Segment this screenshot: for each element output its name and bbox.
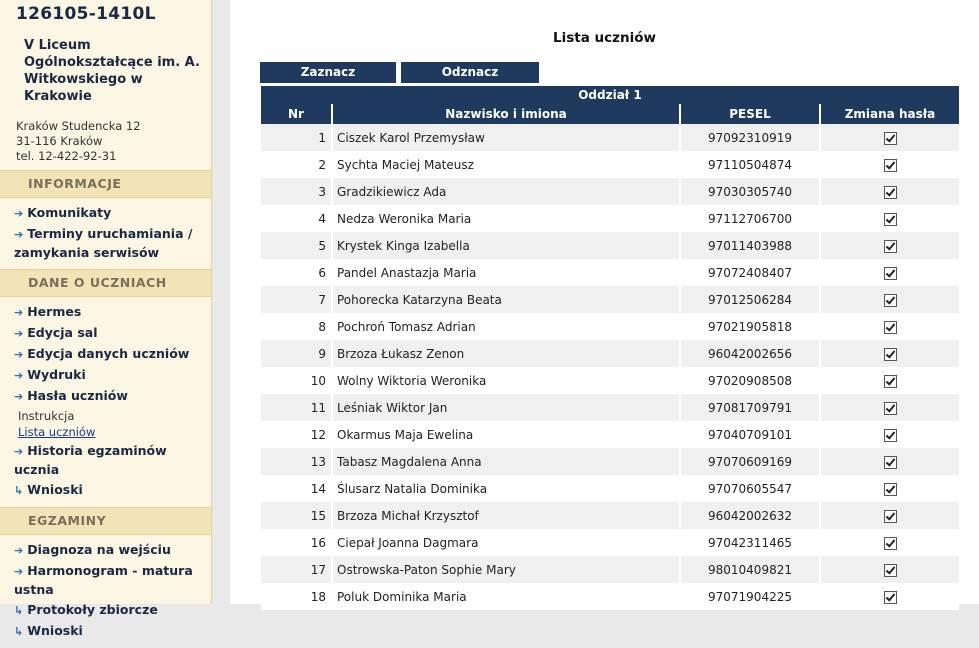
- password-change-checkbox[interactable]: [884, 132, 897, 145]
- sidebar: [0, 0, 212, 638]
- cell-pesel: 97020908508: [679, 367, 819, 394]
- section-header-egzaminy: EGZAMINY: [0, 507, 211, 535]
- cell-nr: 14: [261, 475, 331, 502]
- nav-hermes[interactable]: [14, 303, 211, 322]
- cell-pesel: 96042002656: [679, 340, 819, 367]
- main-content: [230, 0, 979, 604]
- password-change-checkbox[interactable]: [884, 213, 897, 226]
- password-change-checkbox[interactable]: [884, 510, 897, 523]
- arrow-right-icon: ➔: [14, 348, 24, 361]
- cell-nr: 2: [261, 151, 331, 178]
- school-name-line: V Liceum: [24, 38, 91, 53]
- cell-nr: 4: [261, 205, 331, 232]
- cell-name: Ślusarz Natalia Dominika: [331, 475, 679, 502]
- cell-nr: 10: [261, 367, 331, 394]
- cell-nr: 7: [261, 286, 331, 313]
- nav-edycja-danych[interactable]: [14, 345, 211, 364]
- table-row: [261, 124, 959, 151]
- table-row: [261, 313, 959, 340]
- cell-pesel: 97092310919: [679, 124, 819, 151]
- password-change-checkbox[interactable]: [884, 456, 897, 469]
- cell-pesel: 97110504874: [679, 151, 819, 178]
- cell-nr: 5: [261, 232, 331, 259]
- nav-wnioski-egz[interactable]: [14, 622, 211, 641]
- cell-name: Brzoza Łukasz Zenon: [331, 340, 679, 367]
- cell-pesel: 97070609169: [679, 448, 819, 475]
- students-table: [261, 86, 959, 610]
- cell-name: Pohorecka Katarzyna Beata: [331, 286, 679, 313]
- cell-name: Poluk Dominika Maria: [331, 583, 679, 610]
- cell-password-change: [819, 583, 959, 610]
- nav-label: Hasła uczniów: [27, 388, 128, 403]
- cell-pesel: 97042311465: [679, 529, 819, 556]
- nav-lista-uczniow[interactable]: Lista uczniów: [18, 425, 96, 439]
- arrow-right-icon: ➔: [14, 369, 24, 382]
- nav-wnioski[interactable]: [14, 481, 211, 500]
- page-title: Lista uczniów: [553, 30, 656, 46]
- password-change-checkbox[interactable]: [884, 564, 897, 577]
- cell-pesel: 97070605547: [679, 475, 819, 502]
- password-change-checkbox[interactable]: [884, 483, 897, 496]
- cell-password-change: [819, 286, 959, 313]
- arrow-right-icon: ➔: [14, 327, 24, 340]
- nav-label: Protokoły zbiorcze: [27, 602, 158, 617]
- password-change-checkbox[interactable]: [884, 402, 897, 415]
- arrow-right-icon: ➔: [14, 565, 24, 578]
- cell-nr: 18: [261, 583, 331, 610]
- nav-label: Harmonogram - matura ustna: [14, 563, 193, 597]
- nav-terminy[interactable]: [14, 225, 211, 262]
- arrow-return-icon: ↳: [14, 604, 24, 617]
- cell-nr: 9: [261, 340, 331, 367]
- password-change-checkbox[interactable]: [884, 429, 897, 442]
- group-label: Oddział 1: [261, 86, 959, 104]
- arrow-return-icon: ↳: [14, 625, 24, 638]
- nav-label: Wnioski: [27, 482, 83, 497]
- nav-label: Wydruki: [27, 367, 86, 382]
- nav-label: Wnioski: [27, 623, 83, 638]
- cell-pesel: 97012506284: [679, 286, 819, 313]
- table-row: [261, 232, 959, 259]
- school-name-line: Witkowskiego w Krakowie: [24, 72, 143, 104]
- password-change-checkbox[interactable]: [884, 591, 897, 604]
- arrow-right-icon: ➔: [14, 544, 24, 557]
- password-change-checkbox[interactable]: [884, 159, 897, 172]
- nav-wydruki[interactable]: [14, 366, 211, 385]
- cell-password-change: [819, 232, 959, 259]
- nav-label: Hermes: [27, 304, 82, 319]
- address-line: Kraków Studencka 12: [16, 119, 141, 133]
- cell-password-change: [819, 502, 959, 529]
- col-pesel: PESEL: [679, 104, 819, 124]
- cell-nr: 12: [261, 421, 331, 448]
- cell-nr: 3: [261, 178, 331, 205]
- cell-name: Pochroń Tomasz Adrian: [331, 313, 679, 340]
- table-row: [261, 475, 959, 502]
- select-all-button[interactable]: Zaznacz: [260, 62, 396, 83]
- table-row: [261, 394, 959, 421]
- cell-pesel: 96042002632: [679, 502, 819, 529]
- cell-pesel: 97021905818: [679, 313, 819, 340]
- password-change-checkbox[interactable]: [884, 348, 897, 361]
- col-password-change: Zmiana hasła: [819, 104, 959, 124]
- cell-name: Nedza Weronika Maria: [331, 205, 679, 232]
- arrow-right-icon: ➔: [14, 228, 24, 241]
- nav-harmonogram[interactable]: [14, 562, 211, 599]
- cell-pesel: 98010409821: [679, 556, 819, 583]
- table-row: [261, 367, 959, 394]
- cell-name: Ostrowska-Paton Sophie Mary: [331, 556, 679, 583]
- cell-name: Gradzikiewicz Ada: [331, 178, 679, 205]
- cell-password-change: [819, 313, 959, 340]
- table-row: [261, 421, 959, 448]
- nav-protokoly[interactable]: [14, 601, 211, 620]
- cell-nr: 1: [261, 124, 331, 151]
- table-row: [261, 583, 959, 610]
- cell-nr: 17: [261, 556, 331, 583]
- cell-pesel: 97071904225: [679, 583, 819, 610]
- cell-pesel: 97072408407: [679, 259, 819, 286]
- cell-password-change: [819, 475, 959, 502]
- table-row: [261, 529, 959, 556]
- table-row: [261, 286, 959, 313]
- arrow-return-icon: ↳: [14, 484, 24, 497]
- cell-password-change: [819, 367, 959, 394]
- address-line: 31-116 Kraków: [16, 134, 103, 148]
- nav-label: Terminy uruchamiania / zamykania serwisów: [14, 226, 193, 260]
- arrow-right-icon: ➔: [14, 207, 24, 220]
- nav-label: Historia egzaminów ucznia: [14, 443, 167, 477]
- cell-password-change: [819, 124, 959, 151]
- cell-password-change: [819, 205, 959, 232]
- arrow-right-icon: ➔: [14, 390, 24, 403]
- password-change-checkbox[interactable]: [884, 240, 897, 253]
- nav-instrukcja[interactable]: Instrukcja: [18, 409, 75, 423]
- cell-password-change: [819, 556, 959, 583]
- password-change-checkbox[interactable]: [884, 321, 897, 334]
- table-row: [261, 340, 959, 367]
- cell-name: Okarmus Maja Ewelina: [331, 421, 679, 448]
- cell-password-change: [819, 394, 959, 421]
- nav-edycja-sal[interactable]: [14, 324, 211, 343]
- col-name: Nazwisko i imiona: [331, 104, 679, 124]
- nav-historia[interactable]: [14, 442, 211, 479]
- cell-password-change: [819, 421, 959, 448]
- cell-name: Pandel Anastazja Maria: [331, 259, 679, 286]
- students-grid: [261, 104, 959, 610]
- cell-password-change: [819, 448, 959, 475]
- cell-nr: 16: [261, 529, 331, 556]
- school-address: [16, 119, 211, 164]
- table-row: [261, 151, 959, 178]
- cell-pesel: 97040709101: [679, 421, 819, 448]
- cell-pesel: 97081709791: [679, 394, 819, 421]
- cell-password-change: [819, 340, 959, 367]
- school-name-line: Ogólnokształcące im. A.: [24, 55, 200, 70]
- table-row: [261, 259, 959, 286]
- cell-nr: 13: [261, 448, 331, 475]
- cell-pesel: 97112706700: [679, 205, 819, 232]
- school-name: [24, 37, 211, 105]
- arrow-right-icon: ➔: [14, 445, 24, 458]
- nav-hasla[interactable]: [14, 387, 211, 406]
- cell-name: Wolny Wiktoria Weronika: [331, 367, 679, 394]
- cell-name: Leśniak Wiktor Jan: [331, 394, 679, 421]
- address-line: tel. 12-422-92-31: [16, 149, 117, 163]
- school-code: 126105-1410L: [16, 4, 156, 24]
- section-header-informacje: INFORMACJE: [0, 170, 211, 198]
- cell-nr: 6: [261, 259, 331, 286]
- deselect-all-button[interactable]: Odznacz: [401, 62, 539, 83]
- table-row: [261, 556, 959, 583]
- cell-name: Sychta Maciej Mateusz: [331, 151, 679, 178]
- cell-name: Tabasz Magdalena Anna: [331, 448, 679, 475]
- cell-name: Ciepał Joanna Dagmara: [331, 529, 679, 556]
- nav-label: Diagnoza na wejściu: [27, 542, 171, 557]
- cell-nr: 8: [261, 313, 331, 340]
- cell-name: Ciszek Karol Przemysław: [331, 124, 679, 151]
- nav-label: Edycja sal: [27, 325, 98, 340]
- arrow-right-icon: ➔: [14, 306, 24, 319]
- table-header-row: [261, 104, 959, 124]
- cell-pesel: 97011403988: [679, 232, 819, 259]
- table-row: [261, 502, 959, 529]
- cell-name: Brzoza Michał Krzysztof: [331, 502, 679, 529]
- password-change-checkbox[interactable]: [884, 537, 897, 550]
- table-row: [261, 205, 959, 232]
- password-change-checkbox[interactable]: [884, 294, 897, 307]
- cell-name: Krystek Kinga Izabella: [331, 232, 679, 259]
- password-change-checkbox[interactable]: [884, 267, 897, 280]
- col-nr: Nr: [261, 104, 331, 124]
- section-header-dane: DANE O UCZNIACH: [0, 269, 211, 297]
- cell-password-change: [819, 178, 959, 205]
- cell-pesel: 97030305740: [679, 178, 819, 205]
- table-row: [261, 448, 959, 475]
- password-change-checkbox[interactable]: [884, 186, 897, 199]
- nav-komunikaty[interactable]: [14, 204, 211, 223]
- nav-diagnoza[interactable]: [14, 541, 211, 560]
- nav-label: Edycja danych uczniów: [27, 346, 190, 361]
- table-row: [261, 178, 959, 205]
- cell-password-change: [819, 151, 959, 178]
- cell-nr: 15: [261, 502, 331, 529]
- cell-password-change: [819, 259, 959, 286]
- password-change-checkbox[interactable]: [884, 375, 897, 388]
- cell-password-change: [819, 529, 959, 556]
- cell-nr: 11: [261, 394, 331, 421]
- nav-label: Komunikaty: [27, 205, 112, 220]
